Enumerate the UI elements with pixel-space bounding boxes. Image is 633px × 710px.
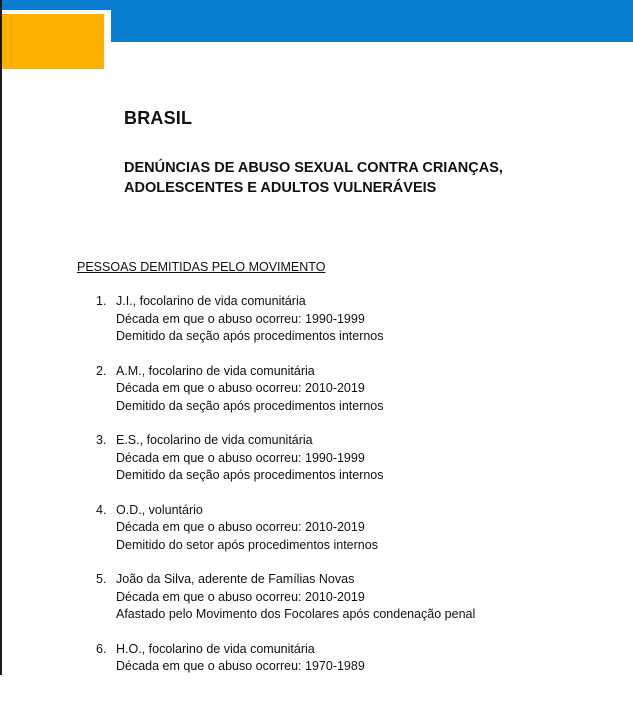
list-item-body — [116, 502, 378, 555]
header-orange-block — [2, 10, 111, 76]
page-left-border — [0, 0, 2, 675]
document-title-line-1: DENÚNCIAS DE ABUSO SEXUAL CONTRA CRIANÇAS, — [124, 158, 564, 178]
list-item-number: 4. — [96, 502, 106, 520]
person-description: O.D., voluntário — [116, 502, 378, 520]
person-description: João da Silva, aderente de Famílias Novas — [116, 571, 475, 589]
document-title-line-2: ADOLESCENTES E ADULTOS VULNERÁVEIS — [124, 178, 564, 198]
list-item — [96, 571, 616, 641]
person-description: E.S., focolarino de vida comunitária — [116, 432, 384, 450]
section-heading: PESSOAS DEMITIDAS PELO MOVIMENTO — [77, 260, 325, 274]
list-item-number: 2. — [96, 363, 106, 381]
list-item-number: 3. — [96, 432, 106, 450]
list-item — [96, 293, 616, 363]
list-item-body — [116, 432, 384, 485]
dismissal-outcome: Afastado pelo Movimento dos Focolares após condenação penal — [116, 606, 475, 624]
dismissal-outcome: Demitido do setor após procedimentos internos — [116, 537, 378, 555]
header-orange-fill — [2, 14, 104, 69]
abuse-decade: Década em que o abuso ocorreu: 1970-1989 — [116, 658, 365, 676]
person-description: H.O., focolarino de vida comunitária — [116, 641, 365, 659]
list-item-body — [116, 293, 384, 346]
abuse-decade: Década em que o abuso ocorreu: 2010-2019 — [116, 589, 475, 607]
dismissal-outcome: Demitido da seção após procedimentos internos — [116, 398, 384, 416]
list-item — [96, 432, 616, 502]
abuse-decade: Década em que o abuso ocorreu: 2010-2019 — [116, 380, 384, 398]
list-item-body — [116, 571, 475, 624]
dismissed-persons-list — [96, 293, 616, 710]
list-item-body — [116, 363, 384, 416]
person-description: A.M., focolarino de vida comunitária — [116, 363, 384, 381]
list-item-body — [116, 641, 365, 676]
abuse-decade: Década em que o abuso ocorreu: 1990-1999 — [116, 450, 384, 468]
list-item — [96, 502, 616, 572]
person-description: J.I., focolarino de vida comunitária — [116, 293, 384, 311]
abuse-decade: Década em que o abuso ocorreu: 2010-2019 — [116, 519, 378, 537]
dismissal-outcome: Demitido da seção após procedimentos internos — [116, 467, 384, 485]
list-item-number: 1. — [96, 293, 106, 311]
dismissal-outcome: Demitido da seção após procedimentos internos — [116, 328, 384, 346]
document-title — [124, 158, 564, 198]
list-item-number: 6. — [96, 641, 106, 659]
abuse-decade: Década em que o abuso ocorreu: 1990-1999 — [116, 311, 384, 329]
list-item — [96, 641, 616, 710]
list-item-number: 5. — [96, 571, 106, 589]
list-item — [96, 363, 616, 433]
country-title: BRASIL — [124, 108, 192, 129]
